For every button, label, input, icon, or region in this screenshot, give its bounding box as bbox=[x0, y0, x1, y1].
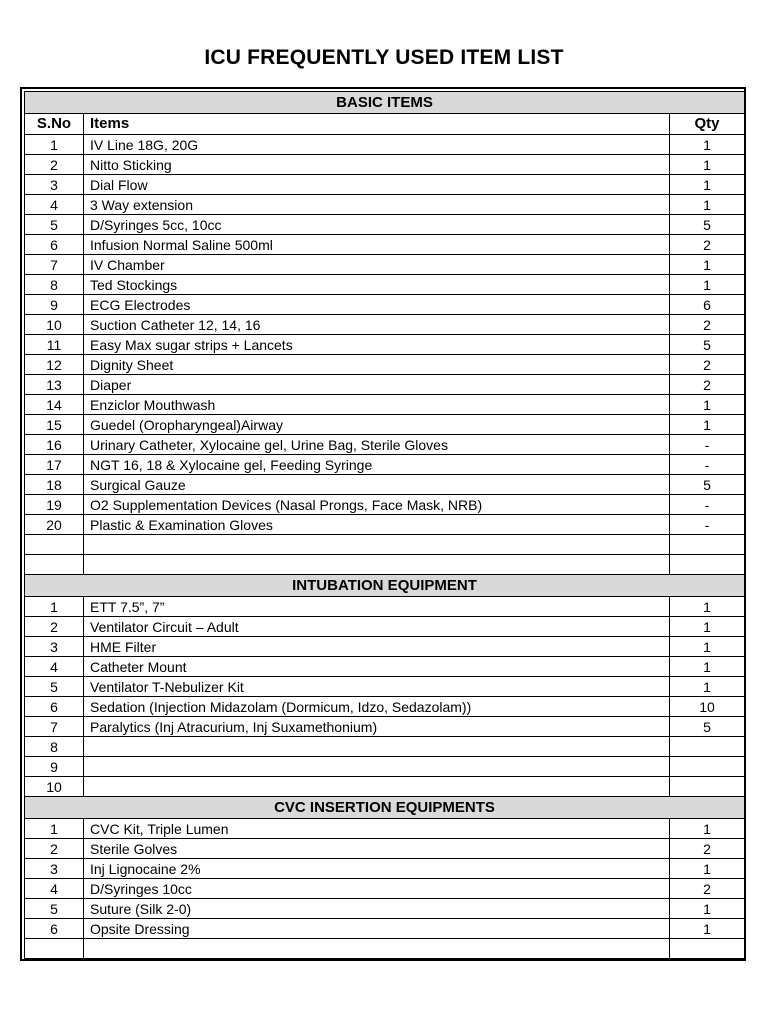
row-sno: 8 bbox=[25, 737, 84, 757]
table-row bbox=[25, 555, 745, 575]
row-qty: 1 bbox=[670, 195, 745, 215]
row-item: Infusion Normal Saline 500ml bbox=[84, 235, 670, 255]
row-item: Sedation (Injection Midazolam (Dormicum, Idzo, Sedazolam)) bbox=[84, 697, 670, 717]
row-item: Easy Max sugar strips + Lancets bbox=[84, 335, 670, 355]
row-qty: 2 bbox=[670, 375, 745, 395]
column-header-items: Items bbox=[84, 114, 670, 135]
row-item bbox=[84, 777, 670, 797]
row-item: Inj Lignocaine 2% bbox=[84, 859, 670, 879]
row-qty bbox=[670, 777, 745, 797]
table-row bbox=[25, 819, 745, 839]
table-row bbox=[25, 335, 745, 355]
table-row bbox=[25, 717, 745, 737]
row-qty: 1 bbox=[670, 135, 745, 155]
row-qty: - bbox=[670, 455, 745, 475]
row-sno bbox=[25, 939, 84, 959]
table-row bbox=[25, 939, 745, 959]
row-sno: 2 bbox=[25, 155, 84, 175]
row-sno: 6 bbox=[25, 235, 84, 255]
row-item bbox=[84, 737, 670, 757]
row-qty: 1 bbox=[670, 275, 745, 295]
row-sno: 15 bbox=[25, 415, 84, 435]
section-heading: CVC INSERTION EQUIPMENTS bbox=[25, 797, 745, 819]
table-row bbox=[25, 295, 745, 315]
table-row bbox=[25, 375, 745, 395]
row-qty bbox=[670, 737, 745, 757]
section-header bbox=[25, 797, 745, 819]
row-item: Sterile Golves bbox=[84, 839, 670, 859]
table-row bbox=[25, 879, 745, 899]
row-sno: 19 bbox=[25, 495, 84, 515]
row-qty: 5 bbox=[670, 475, 745, 495]
row-qty: 1 bbox=[670, 819, 745, 839]
row-qty: 5 bbox=[670, 717, 745, 737]
row-item: CVC Kit, Triple Lumen bbox=[84, 819, 670, 839]
row-item: D/Syringes 5cc, 10cc bbox=[84, 215, 670, 235]
row-item bbox=[84, 757, 670, 777]
table-row bbox=[25, 495, 745, 515]
row-item bbox=[84, 535, 670, 555]
table-row bbox=[25, 255, 745, 275]
row-item: NGT 16, 18 & Xylocaine gel, Feeding Syringe bbox=[84, 455, 670, 475]
section-heading: INTUBATION EQUIPMENT bbox=[25, 575, 745, 597]
row-item: Paralytics (Inj Atracurium, Inj Suxamethonium) bbox=[84, 717, 670, 737]
item-list-table bbox=[24, 91, 745, 959]
row-qty: - bbox=[670, 495, 745, 515]
table-row bbox=[25, 919, 745, 939]
row-sno: 11 bbox=[25, 335, 84, 355]
table-row bbox=[25, 135, 745, 155]
row-sno: 1 bbox=[25, 819, 84, 839]
table-row bbox=[25, 275, 745, 295]
row-item: Dial Flow bbox=[84, 175, 670, 195]
row-sno: 17 bbox=[25, 455, 84, 475]
row-qty: 2 bbox=[670, 315, 745, 335]
row-qty: 1 bbox=[670, 859, 745, 879]
table-row bbox=[25, 475, 745, 495]
row-qty: 2 bbox=[670, 879, 745, 899]
row-qty: 1 bbox=[670, 637, 745, 657]
row-qty: 1 bbox=[670, 395, 745, 415]
row-item: ECG Electrodes bbox=[84, 295, 670, 315]
row-qty: 6 bbox=[670, 295, 745, 315]
row-item: Suture (Silk 2-0) bbox=[84, 899, 670, 919]
table-row bbox=[25, 617, 745, 637]
table-row bbox=[25, 235, 745, 255]
row-qty: 5 bbox=[670, 215, 745, 235]
row-item: Ted Stockings bbox=[84, 275, 670, 295]
row-qty: 1 bbox=[670, 919, 745, 939]
table-row bbox=[25, 215, 745, 235]
row-sno: 9 bbox=[25, 295, 84, 315]
row-sno: 7 bbox=[25, 717, 84, 737]
row-item: Ventilator Circuit – Adult bbox=[84, 617, 670, 637]
row-item: HME Filter bbox=[84, 637, 670, 657]
row-qty: 1 bbox=[670, 155, 745, 175]
row-qty: 1 bbox=[670, 415, 745, 435]
column-header-sno: S.No bbox=[25, 114, 84, 135]
table-row bbox=[25, 737, 745, 757]
row-sno: 2 bbox=[25, 839, 84, 859]
row-sno: 10 bbox=[25, 315, 84, 335]
table-row bbox=[25, 899, 745, 919]
table-row bbox=[25, 395, 745, 415]
row-item: Diaper bbox=[84, 375, 670, 395]
row-qty: 2 bbox=[670, 355, 745, 375]
row-item: Urinary Catheter, Xylocaine gel, Urine Bag, Sterile Gloves bbox=[84, 435, 670, 455]
row-sno: 3 bbox=[25, 859, 84, 879]
row-item: IV Chamber bbox=[84, 255, 670, 275]
row-item: 3 Way extension bbox=[84, 195, 670, 215]
section-header bbox=[25, 575, 745, 597]
table-row bbox=[25, 777, 745, 797]
row-sno: 20 bbox=[25, 515, 84, 535]
table-row bbox=[25, 155, 745, 175]
section-header bbox=[25, 92, 745, 114]
row-qty: 2 bbox=[670, 839, 745, 859]
row-item: Enziclor Mouthwash bbox=[84, 395, 670, 415]
table-row bbox=[25, 597, 745, 617]
row-sno: 16 bbox=[25, 435, 84, 455]
row-item: Plastic & Examination Gloves bbox=[84, 515, 670, 535]
table-row bbox=[25, 657, 745, 677]
row-sno: 4 bbox=[25, 657, 84, 677]
row-qty bbox=[670, 535, 745, 555]
row-qty: - bbox=[670, 435, 745, 455]
table-row bbox=[25, 435, 745, 455]
row-sno bbox=[25, 535, 84, 555]
row-sno: 5 bbox=[25, 899, 84, 919]
row-sno: 5 bbox=[25, 215, 84, 235]
row-sno: 3 bbox=[25, 637, 84, 657]
row-item: Ventilator T-Nebulizer Kit bbox=[84, 677, 670, 697]
row-sno: 7 bbox=[25, 255, 84, 275]
row-qty: 1 bbox=[670, 899, 745, 919]
table-row bbox=[25, 415, 745, 435]
table-row bbox=[25, 839, 745, 859]
row-sno: 1 bbox=[25, 597, 84, 617]
row-item: Nitto Sticking bbox=[84, 155, 670, 175]
row-qty bbox=[670, 939, 745, 959]
row-item: ETT 7.5”, 7” bbox=[84, 597, 670, 617]
row-qty: 1 bbox=[670, 597, 745, 617]
row-qty: 1 bbox=[670, 175, 745, 195]
table-row bbox=[25, 315, 745, 335]
row-sno: 1 bbox=[25, 135, 84, 155]
row-sno: 12 bbox=[25, 355, 84, 375]
row-sno: 2 bbox=[25, 617, 84, 637]
row-sno: 3 bbox=[25, 175, 84, 195]
table-row bbox=[25, 455, 745, 475]
table-row bbox=[25, 637, 745, 657]
row-sno bbox=[25, 555, 84, 575]
row-sno: 4 bbox=[25, 879, 84, 899]
row-qty bbox=[670, 555, 745, 575]
row-item: IV Line 18G, 20G bbox=[84, 135, 670, 155]
table-row bbox=[25, 859, 745, 879]
item-list-body bbox=[25, 92, 745, 959]
row-sno: 10 bbox=[25, 777, 84, 797]
row-item: Suction Catheter 12, 14, 16 bbox=[84, 315, 670, 335]
column-header-qty: Qty bbox=[670, 114, 745, 135]
row-qty: 10 bbox=[670, 697, 745, 717]
column-header-row bbox=[25, 114, 745, 135]
table-row bbox=[25, 175, 745, 195]
row-sno: 6 bbox=[25, 697, 84, 717]
row-item: Dignity Sheet bbox=[84, 355, 670, 375]
section-heading: BASIC ITEMS bbox=[25, 92, 745, 114]
row-item: Surgical Gauze bbox=[84, 475, 670, 495]
table-row bbox=[25, 195, 745, 215]
page-title: ICU FREQUENTLY USED ITEM LIST bbox=[204, 46, 564, 69]
table-row bbox=[25, 515, 745, 535]
row-qty: 2 bbox=[670, 235, 745, 255]
row-qty: 5 bbox=[670, 335, 745, 355]
row-sno: 13 bbox=[25, 375, 84, 395]
row-item bbox=[84, 555, 670, 575]
row-qty: - bbox=[670, 515, 745, 535]
table-row bbox=[25, 535, 745, 555]
row-item bbox=[84, 939, 670, 959]
row-sno: 8 bbox=[25, 275, 84, 295]
row-sno: 4 bbox=[25, 195, 84, 215]
row-qty: 1 bbox=[670, 657, 745, 677]
row-qty: 1 bbox=[670, 255, 745, 275]
row-sno: 14 bbox=[25, 395, 84, 415]
row-sno: 9 bbox=[25, 757, 84, 777]
row-item: Catheter Mount bbox=[84, 657, 670, 677]
row-sno: 6 bbox=[25, 919, 84, 939]
row-item: O2 Supplementation Devices (Nasal Prongs, Face Mask, NRB) bbox=[84, 495, 670, 515]
row-sno: 5 bbox=[25, 677, 84, 697]
table-row bbox=[25, 355, 745, 375]
row-qty bbox=[670, 757, 745, 777]
row-qty: 1 bbox=[670, 617, 745, 637]
row-item: Guedel (Oropharyngeal)Airway bbox=[84, 415, 670, 435]
table-row bbox=[25, 697, 745, 717]
table-row bbox=[25, 677, 745, 697]
row-item: D/Syringes 10cc bbox=[84, 879, 670, 899]
row-qty: 1 bbox=[670, 677, 745, 697]
row-item: Opsite Dressing bbox=[84, 919, 670, 939]
table-row bbox=[25, 757, 745, 777]
row-sno: 18 bbox=[25, 475, 84, 495]
